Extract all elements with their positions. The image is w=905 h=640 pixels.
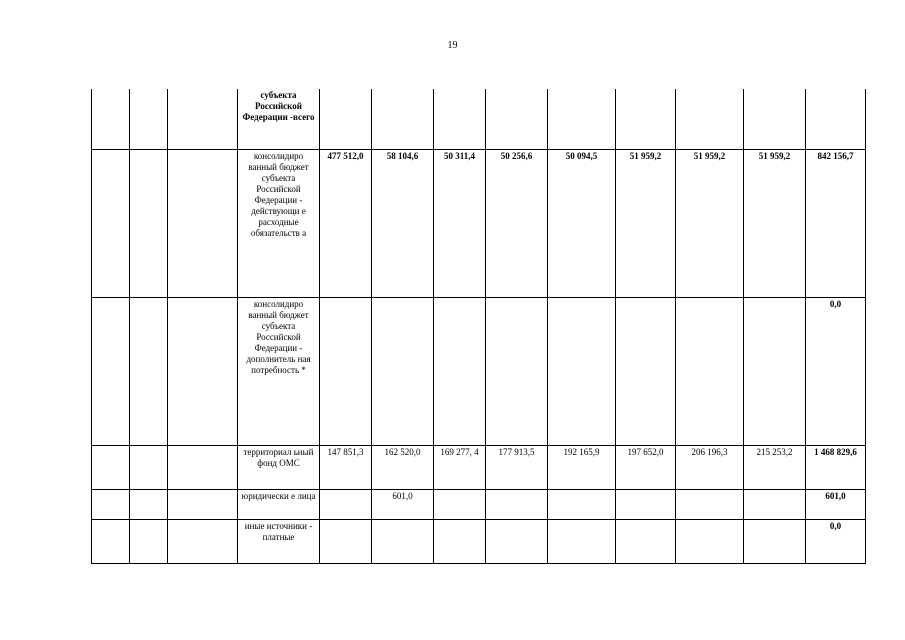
total-cell: 842 156,7 [806,149,866,297]
budget-table [91,89,866,564]
value-cell [676,519,744,563]
value-cell: 177 913,5 [486,445,548,489]
value-cell [320,297,372,445]
value-cell: 50 256,6 [486,149,548,297]
empty-cell [92,445,130,489]
value-cell: 601,0 [372,489,434,519]
value-cell: 197 652,0 [616,445,676,489]
table-row [92,489,866,519]
value-cell [744,297,806,445]
empty-cell [168,297,238,445]
funding-source-cell: юридически е лица [238,489,320,519]
value-cell: 206 196,3 [676,445,744,489]
value-cell: 477 512,0 [320,149,372,297]
value-cell: 58 104,6 [372,149,434,297]
empty-cell [92,297,130,445]
value-cell [434,89,486,149]
value-cell: 51 959,2 [676,149,744,297]
value-cell [372,297,434,445]
total-cell: 0,0 [806,519,866,563]
value-cell: 51 959,2 [616,149,676,297]
empty-cell [130,149,168,297]
table-row [92,445,866,489]
value-cell: 162 520,0 [372,445,434,489]
funding-source-cell: территориал ьный фонд ОМС [238,445,320,489]
table-row [92,89,866,149]
value-cell [744,89,806,149]
value-cell: 215 253,2 [744,445,806,489]
value-cell: 50 311,4 [434,149,486,297]
empty-cell [130,519,168,563]
total-cell: 1 468 829,6 [806,445,866,489]
empty-cell [168,445,238,489]
funding-source-cell: иные источники - платные [238,519,320,563]
value-cell [616,297,676,445]
value-cell [486,519,548,563]
value-cell [320,489,372,519]
funding-source-cell: консолидиро ванный бюджет субъекта Российской Федерации - действующи е расходные обязательств а [238,149,320,297]
value-cell [744,489,806,519]
total-cell [806,89,866,149]
empty-cell [130,489,168,519]
empty-cell [130,445,168,489]
funding-source-cell: консолидиро ванный бюджет субъекта Российской Федерации - дополнитель ная потребность * [238,297,320,445]
value-cell [676,297,744,445]
table-row [92,149,866,297]
value-cell [676,89,744,149]
empty-cell [130,297,168,445]
value-cell: 169 277, 4 [434,445,486,489]
empty-cell [168,89,238,149]
value-cell [548,489,616,519]
value-cell [372,519,434,563]
value-cell [548,89,616,149]
value-cell [744,519,806,563]
value-cell [616,89,676,149]
value-cell [486,297,548,445]
empty-cell [92,519,130,563]
value-cell [320,89,372,149]
empty-cell [130,89,168,149]
empty-cell [168,489,238,519]
value-cell: 51 959,2 [744,149,806,297]
value-cell: 192 165,9 [548,445,616,489]
value-cell [320,519,372,563]
empty-cell [92,149,130,297]
table-row [92,519,866,563]
value-cell [434,489,486,519]
total-cell: 0,0 [806,297,866,445]
value-cell [372,89,434,149]
value-cell [676,489,744,519]
empty-cell [92,489,130,519]
table-row [92,297,866,445]
empty-cell [168,519,238,563]
value-cell [486,89,548,149]
page-number: 19 [447,40,458,51]
empty-cell [168,149,238,297]
value-cell [548,297,616,445]
value-cell [548,519,616,563]
value-cell [486,489,548,519]
value-cell [434,519,486,563]
value-cell [434,297,486,445]
value-cell: 50 094,5 [548,149,616,297]
funding-source-cell: субъекта Российской Федерации -всего [238,89,320,149]
total-cell: 601,0 [806,489,866,519]
value-cell [616,489,676,519]
value-cell [616,519,676,563]
value-cell: 147 851,3 [320,445,372,489]
table-body [92,89,866,563]
empty-cell [92,89,130,149]
